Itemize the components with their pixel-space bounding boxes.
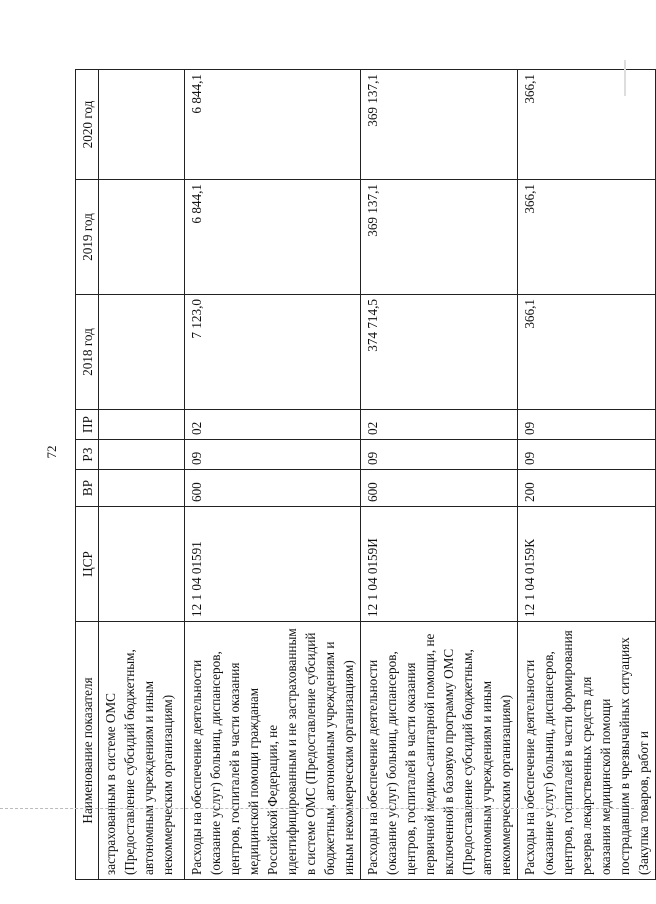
cell-2020 bbox=[99, 70, 185, 180]
rotated-page-content bbox=[75, 70, 651, 880]
header-2020: 2020 год bbox=[76, 70, 99, 180]
cell-2019: 369 137,1 bbox=[361, 180, 518, 295]
table-row bbox=[361, 70, 518, 880]
cell-name: Расходы на обеспечение деятельности (оказание услуг) больниц, диспансеров, центров, госпиталей в части оказания первичной медико-санитарной помощи, не включенной в базовую программу ОМС (Предоставление субсидий бюджетным, автономным учреждениям и иным некоммерческим организациям) bbox=[361, 622, 518, 880]
cell-2020: 366,1 bbox=[518, 70, 656, 180]
cell-csr bbox=[99, 507, 185, 622]
table-row bbox=[99, 70, 185, 880]
cell-rz: 09 bbox=[518, 440, 656, 470]
cell-2020: 6 844,1 bbox=[185, 70, 361, 180]
cell-name: Расходы на обеспечение деятельности (оказание услуг) больниц, диспансеров, центров, госпиталей в части оказания медицинской помощи гражданам Российской Федерации, не идентифицированным и не застрахованным в системе ОМС (Предоставление субсидий бюджетным, автономным учреждениям и иным некоммерческим организациям) bbox=[185, 622, 361, 880]
table-row bbox=[185, 70, 361, 880]
cell-2018: 366,1 bbox=[518, 295, 656, 410]
cell-2018: 7 123,0 bbox=[185, 295, 361, 410]
header-pr: ПР bbox=[76, 410, 99, 440]
cell-pr: 02 bbox=[361, 410, 518, 440]
header-rz: РЗ bbox=[76, 440, 99, 470]
header-vr: ВР bbox=[76, 470, 99, 507]
header-name: Наименование показателя bbox=[76, 622, 99, 880]
cell-pr: 09 bbox=[518, 410, 656, 440]
cell-2019: 366,1 bbox=[518, 180, 656, 295]
cell-vr: 600 bbox=[185, 470, 361, 507]
cell-csr: 12 1 04 01591 bbox=[185, 507, 361, 622]
header-csr: ЦСР bbox=[76, 507, 99, 622]
budget-table bbox=[75, 69, 656, 880]
header-2018: 2018 год bbox=[76, 295, 99, 410]
table-header-row bbox=[76, 70, 99, 880]
cell-vr: 600 bbox=[361, 470, 518, 507]
cell-2019 bbox=[99, 180, 185, 295]
table-row bbox=[518, 70, 656, 880]
cell-rz: 09 bbox=[185, 440, 361, 470]
header-2019: 2019 год bbox=[76, 180, 99, 295]
scan-edge-mark bbox=[624, 60, 626, 96]
cell-vr bbox=[99, 470, 185, 507]
scan-fold-line bbox=[0, 808, 634, 809]
cell-name: застрахованным в системе ОМС (Предоставление субсидий бюджетным, автономным учреждениям и иным некоммерческим организациям) bbox=[99, 622, 185, 880]
page-number: 72 bbox=[44, 445, 59, 459]
cell-pr bbox=[99, 410, 185, 440]
cell-2018 bbox=[99, 295, 185, 410]
cell-2019: 6 844,1 bbox=[185, 180, 361, 295]
cell-name: Расходы на обеспечение деятельности (оказание услуг) больниц, диспансеров, центров, госпиталей в части формирования резерва лекарственных средств для оказания медицинской помощи пострадавшим в чрезвычайных ситуациях (Закупка товаров, работ и bbox=[518, 622, 656, 880]
cell-csr: 12 1 04 0159И bbox=[361, 507, 518, 622]
cell-pr: 02 bbox=[185, 410, 361, 440]
cell-rz: 09 bbox=[361, 440, 518, 470]
cell-rz bbox=[99, 440, 185, 470]
cell-vr: 200 bbox=[518, 470, 656, 507]
cell-2020: 369 137,1 bbox=[361, 70, 518, 180]
cell-2018: 374 714,5 bbox=[361, 295, 518, 410]
cell-csr: 12 1 04 0159К bbox=[518, 507, 656, 622]
